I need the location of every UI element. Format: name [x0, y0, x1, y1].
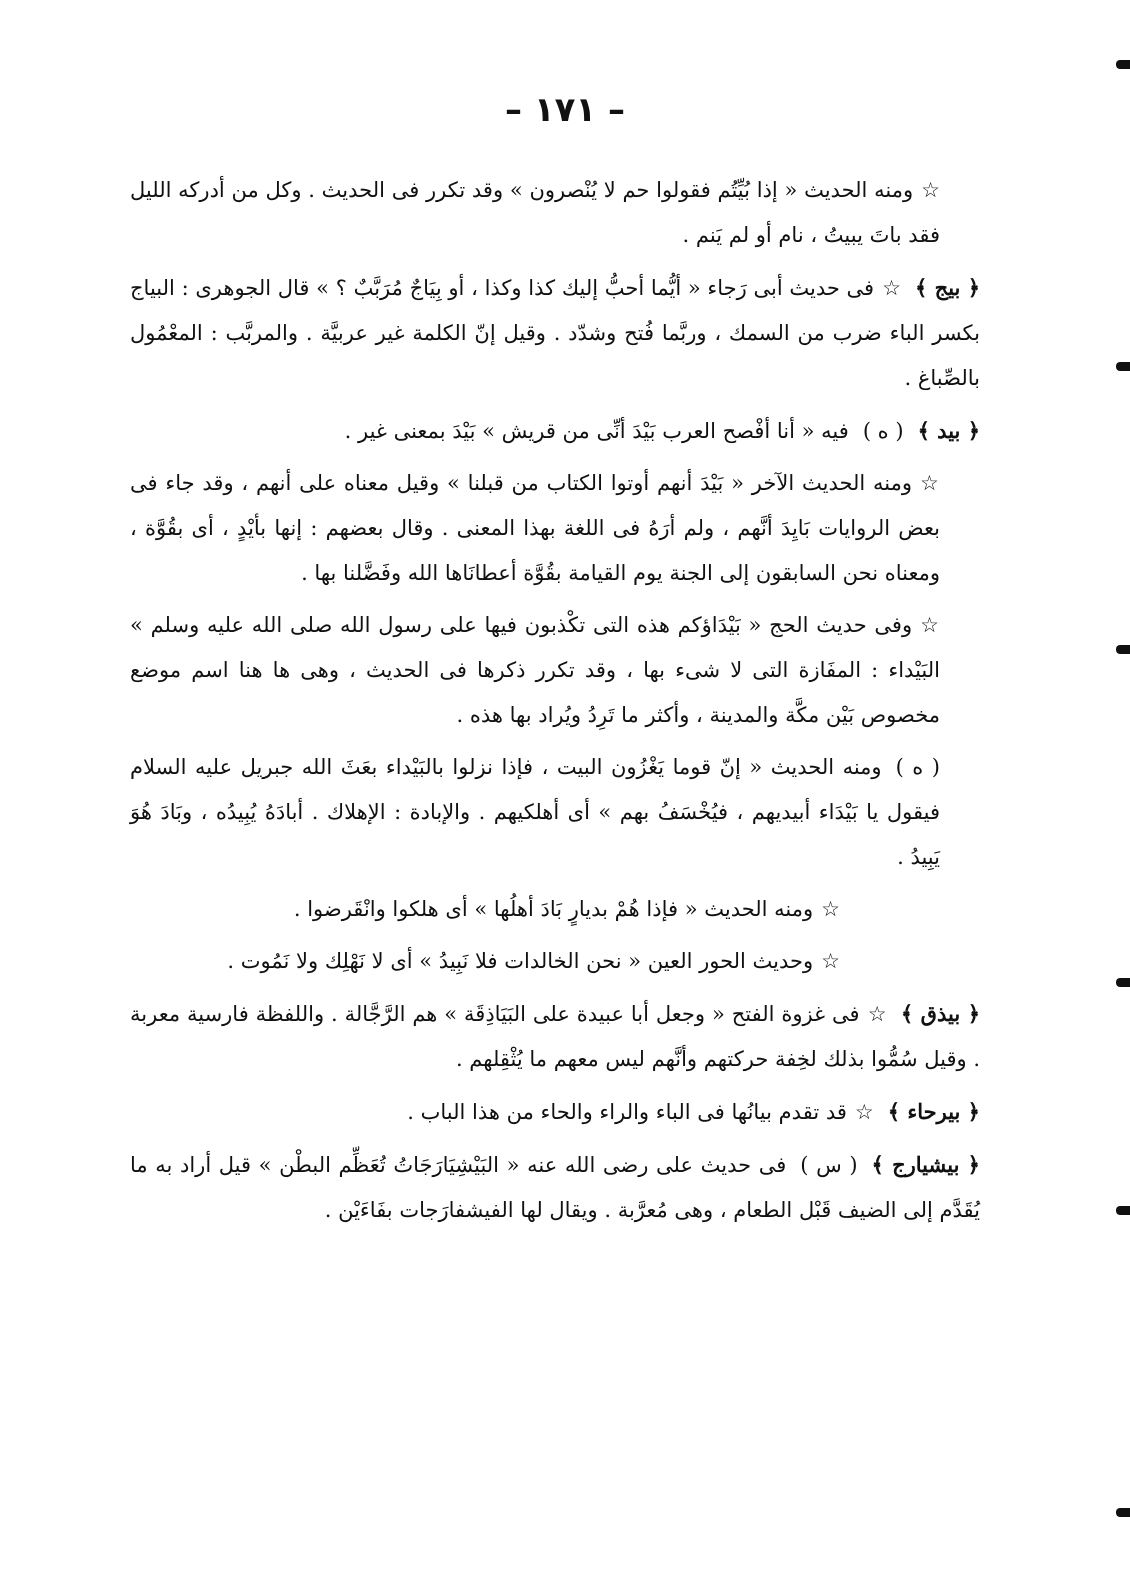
binding-mark — [1116, 1508, 1130, 1517]
paragraph-text: فى غزوة الفتح « وجعل أبا عبيدة على البَيَاذِقَة » هم الرَّجَّالة . واللفظة فارسية معربة . وقيل سُمُّوا بذلك لخِفة حركتهم وأنَّهم ليس معهم ما يُثْقِلهم . — [130, 1002, 980, 1071]
entry-bayshiyarij — [130, 1142, 980, 1233]
paragraph-text: ومنه الحديث « إنّ قوما يَغْزُون البيت ، فإذا نزلوا بالبَيْداء بعَثَ الله جبريل عليه السلام فيقول يا بَيْدَاء أبيديهم ، فيُخْسَفُ بهم » أى أهلكيهم . والإبادة : الإهلاك . أبادَهُ يُبِيدُه ، وبَادَ هُوَ يَبِيدُ . — [130, 755, 940, 869]
binding-mark — [1116, 1206, 1130, 1215]
entry-bayd — [130, 408, 980, 454]
binding-mark — [1116, 60, 1130, 69]
source-mark: ( ه ) — [862, 419, 904, 443]
paragraph-text: وحديث الحور العين « نحن الخالدات فلا نَبِيدُ » أى لا نَهْلِك ولا نَمُوت . — [227, 949, 814, 973]
paragraph-text: قد تقدم بيانُها فى الباء والراء والحاء من هذا الباب . — [407, 1100, 847, 1124]
star-mark: ☆ — [821, 949, 840, 973]
paragraph-text: ومنه الحديث « إذا بُيِّتُم فقولوا حم لا يُنْصرون » وقد تكرر فى الحديث . وكل من أدركه الليل فقد باتَ يبيتُ ، نام أو لم يَنم . — [130, 178, 940, 247]
entry-baydhaq — [130, 991, 980, 1082]
star-mark: ☆ — [921, 178, 940, 202]
paragraph-1 — [130, 168, 980, 258]
entry-headword: ﴿ بيج ﴾ — [915, 275, 981, 300]
binding-mark — [1116, 978, 1130, 987]
entry-bayruha — [130, 1089, 980, 1135]
entry-headword: ﴿ بيد ﴾ — [917, 418, 980, 443]
page-body — [130, 168, 980, 1240]
binding-mark — [1116, 645, 1130, 654]
source-mark: ( ه ) — [895, 755, 940, 779]
source-mark: ( س ) — [800, 1153, 858, 1177]
paragraph-5 — [130, 603, 980, 738]
star-mark: ☆ — [821, 897, 840, 921]
paragraph-text: فيه « أنا أفْصح العرب بَيْدَ أنِّى من قريش » بَيْدَ بمعنى غير . — [344, 419, 849, 443]
star-mark: ☆ — [854, 1100, 874, 1124]
paragraph-text: فى حديث على رضى الله عنه « البَيْشِيَارَجَاتُ تُعَظِّم البطْن » قيل أراد به ما يُقَدَّم إلى الضيف قَبْل الطعام ، وهى مُعرَّبة . ويقال لها الفيشفارَجات بفَاءَيْن . — [130, 1153, 980, 1222]
paragraph-text: ومنه الحديث « فإذا هُمْ بديارٍ بَادَ أهلُها » أى هلكوا وانْقَرضوا . — [293, 897, 814, 921]
paragraph-text: ومنه الحديث الآخر « بَيْدَ أنهم أوتوا الكتاب من قبلنا » وقيل معناه على أنهم ، وقد جاء فى بعض الروايات بَايِدَ أنَّهم ، ولم أرَهُ فى اللغة بهذا المعنى . وقال بعضهم : إنها بأيْدٍ ، أى بقُوَّة ، ومعناه نحن السابقون إلى الجنة يوم القيامة بقُوَّة أعطانَاها الله وفَضَّلنا بها . — [130, 471, 940, 585]
page-number: – ١٧١ – — [505, 90, 625, 130]
star-mark: ☆ — [882, 276, 901, 300]
entry-headword: ﴿ بيذق ﴾ — [900, 1001, 981, 1026]
paragraph-8 — [130, 939, 980, 984]
paragraph-6 — [130, 745, 980, 880]
entry-headword: ﴿ بيشيارج ﴾ — [871, 1152, 980, 1177]
paragraph-text: فى حديث أبى رَجاء « أيُّما أحبُّ إليك كذا وكذا ، أو بِيَاجٌ مُرَبَّبٌ ؟ » قال الجوهرى : البياج بكسر الباء ضرب من السمك ، وربَّما فُتح وشدّد . وقيل إنّ الكلمة غير عربيَّة . والمربَّب : المعْمُول بالصِّباغ . — [130, 276, 980, 390]
star-mark: ☆ — [920, 613, 940, 637]
paragraph-7 — [130, 887, 980, 932]
paragraph-text: وفى حديث الحج « بَيْدَاؤكم هذه التى تكْذبون فيها على رسول الله صلى الله عليه وسلم » البَيْداء : المفَازة التى لا شىء بها ، وقد تكرر ذكرها فى الحديث ، وهى ها هنا اسم موضع مخصوص بَيْن مكَّة والمدينة ، وأكثر ما تَرِدُ ويُراد بها هذه . — [130, 613, 940, 727]
entry-bayj — [130, 265, 980, 401]
entry-headword: ﴿ بيرحاء ﴾ — [887, 1099, 980, 1124]
binding-mark — [1116, 362, 1130, 371]
paragraph-4 — [130, 461, 980, 596]
star-mark: ☆ — [920, 471, 940, 495]
star-mark: ☆ — [867, 1002, 887, 1026]
